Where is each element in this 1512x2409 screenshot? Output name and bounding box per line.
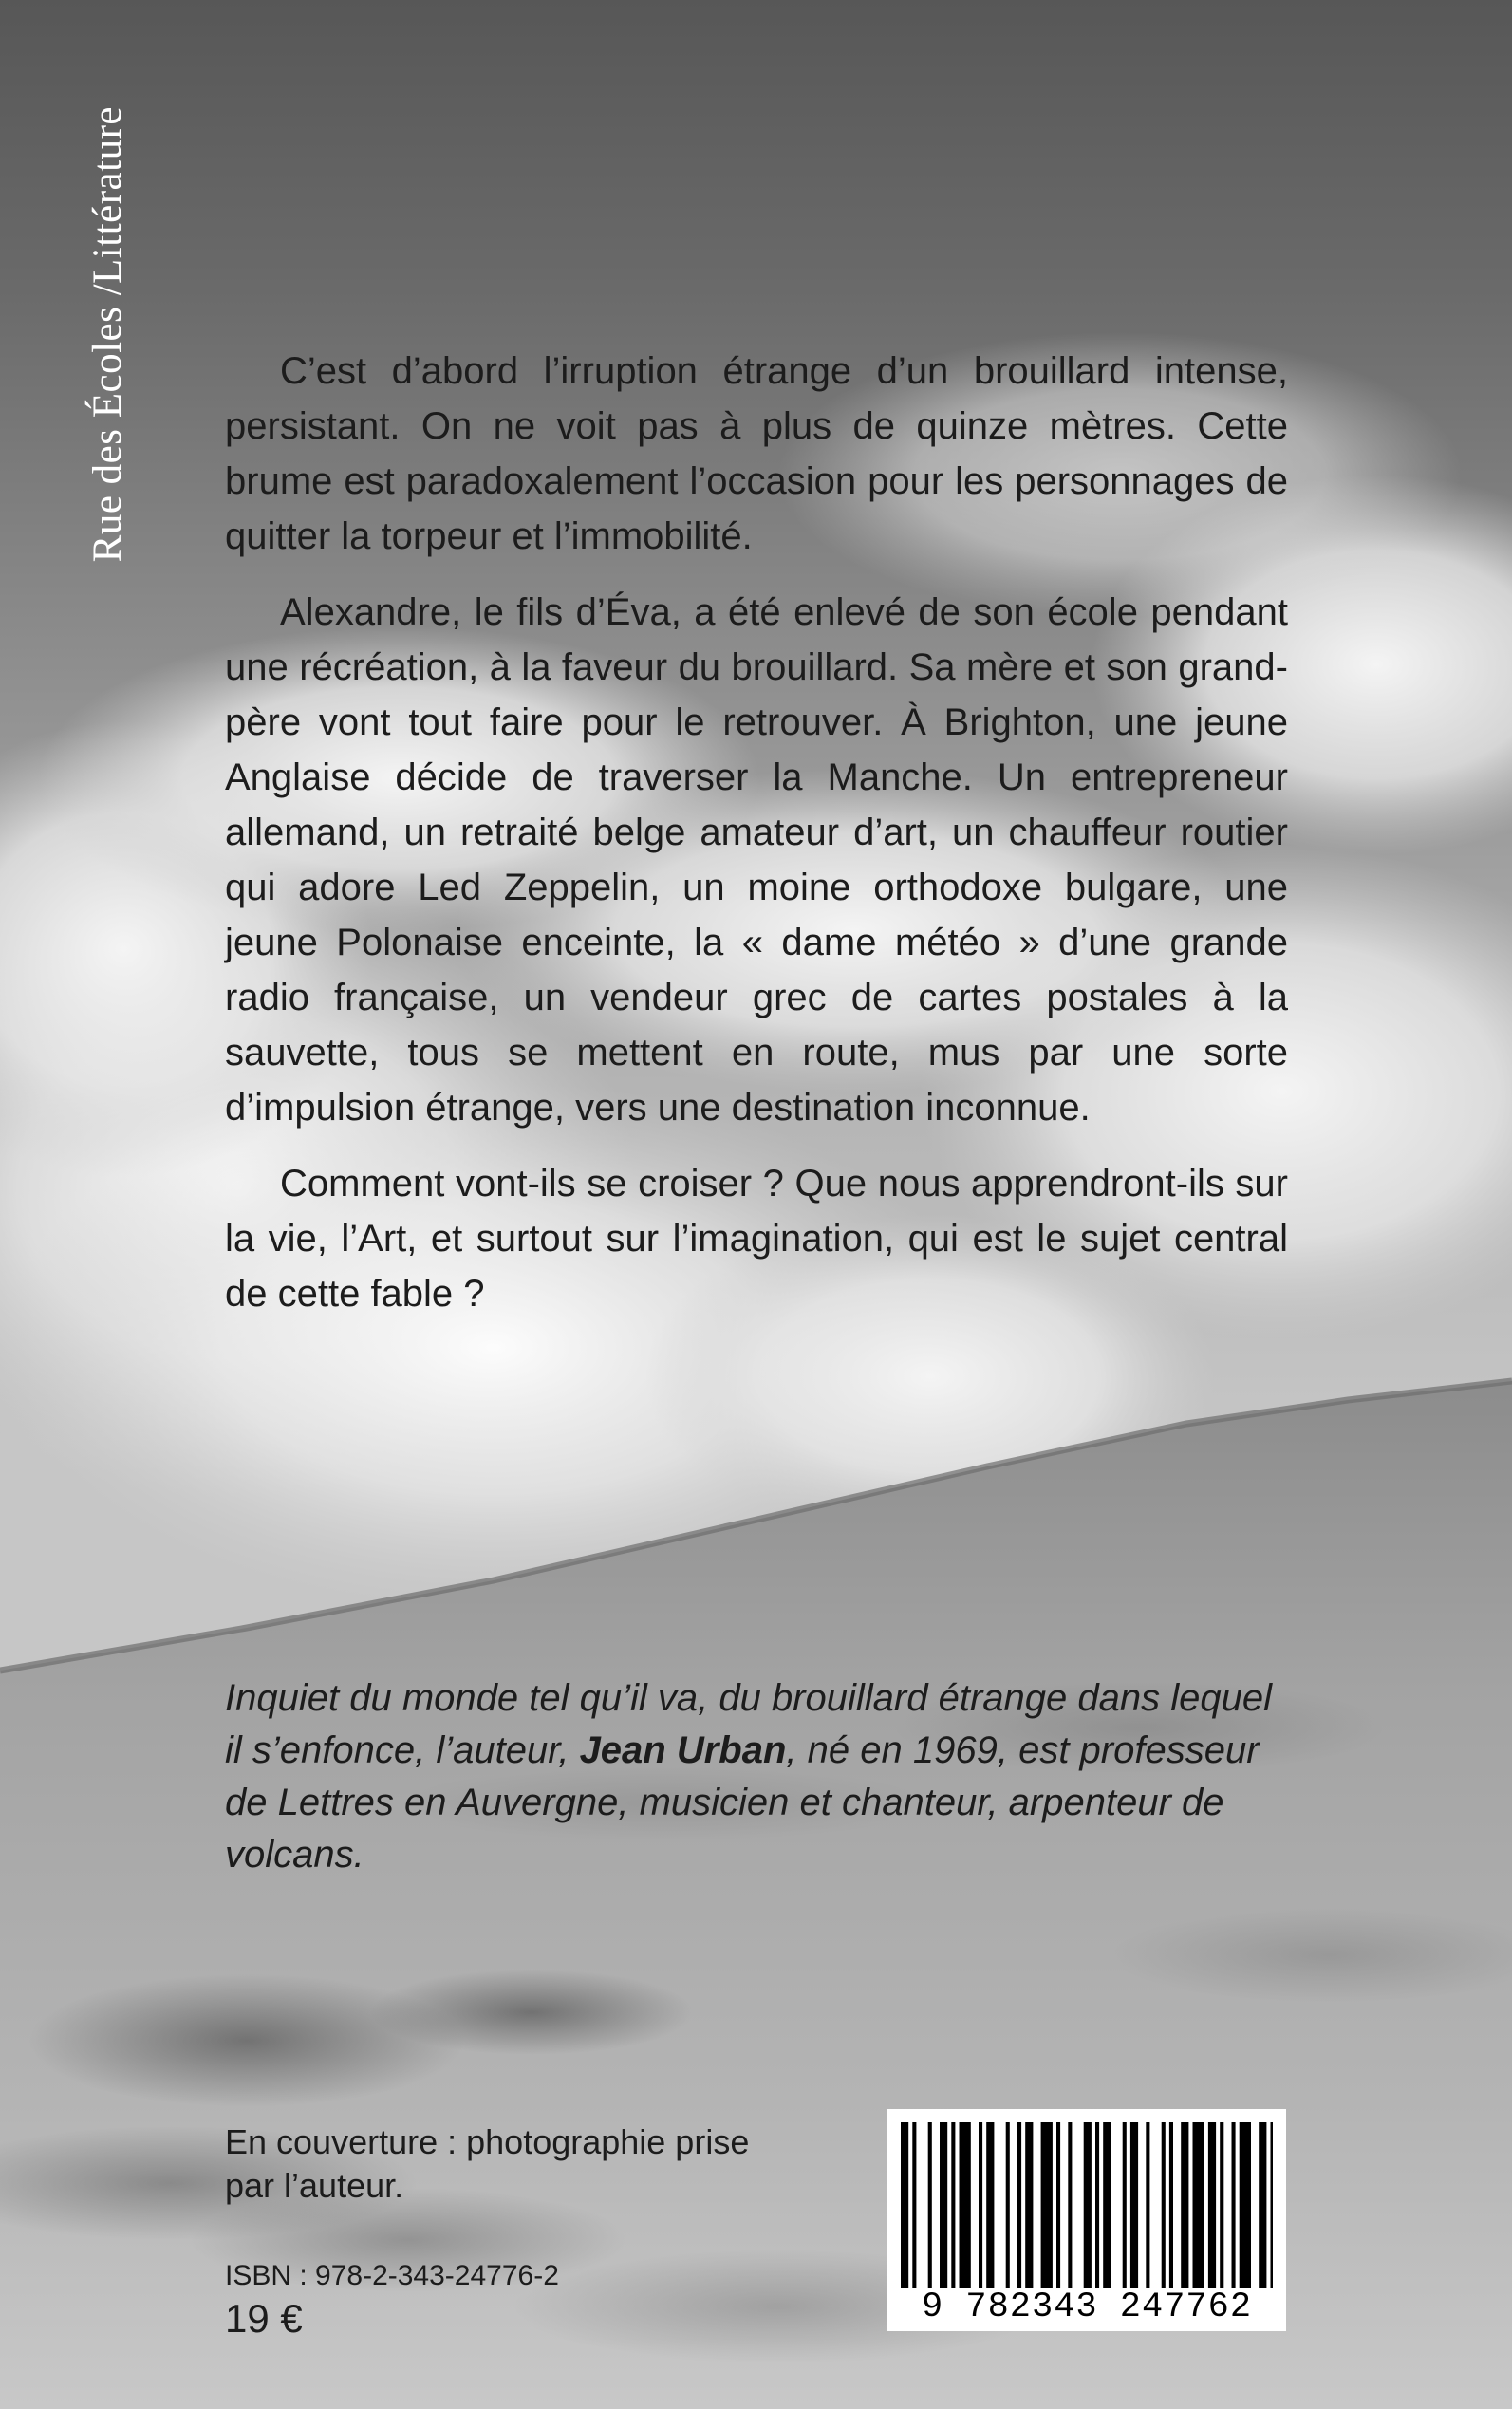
barcode-bar [960,2122,971,2289]
barcode-bar [1056,2122,1060,2289]
author-bio [225,1672,1288,1881]
barcode-bar [1095,2122,1099,2289]
barcode-bar [1103,2122,1111,2289]
author-bio-text-start: Inquiet du monde tel qu’il va, du brouillard étrange dans lequel il s’enfonce, l’auteur, [225,1677,1272,1771]
blurb-paragraph: Comment vont-ils se croiser ? Que nous apprendront-ils sur la vie, l’Art, et surtout sur l’imagination, qui est le sujet central de cette fable ? [225,1163,1288,1315]
barcode-digits: 9 782343 247762 [887,2288,1286,2327]
book-price: 19 € [225,2296,303,2341]
barcode-bar [1193,2122,1204,2289]
barcode-bar [1017,2122,1021,2289]
barcode-bar [912,2122,916,2289]
barcode-bar [928,2122,932,2289]
barcode-bar [1271,2122,1274,2289]
barcode-bar [951,2122,955,2289]
barcode-bar [1130,2122,1138,2289]
cover-photo-credit [225,2120,889,2208]
barcode-bar [1259,2122,1266,2289]
barcode-bar [1084,2122,1092,2289]
barcode-bar [979,2122,982,2289]
blurb-paragraph: C’est d’abord l’irruption étrange d’un brouillard intense, persistant. On ne voit pas à plus de quinze mètres. Cette brume est paradoxalement l’occasion pour les personnages de quitter la torpeur et l’immobilité. [225,350,1288,557]
author-bio-text-end: , né en 1969, est professeur de Lettres en Auvergne, musicien et chanteur, arpenteur de volcans. [225,1729,1260,1876]
credit-line: par l’auteur. [225,2166,404,2205]
barcode-bar [986,2122,994,2289]
barcode-bar [1146,2122,1149,2289]
barcode-bar [1181,2122,1188,2289]
barcode-bar [1123,2122,1127,2289]
barcode-bar [1162,2122,1166,2289]
barcode-bar [1025,2122,1033,2289]
barcode-bar [1208,2122,1216,2289]
barcode-bar [1041,2122,1053,2289]
isbn-barcode [887,2109,1286,2331]
barcode-bar [1169,2122,1173,2289]
barcode-bar [1240,2122,1251,2289]
collection-spine-label: Rue des Écoles /Littérature [85,106,130,563]
barcode-bar [1006,2122,1010,2289]
credit-line: En couverture : photographie prise [225,2122,750,2161]
isbn-number: ISBN : 978-2-343-24776-2 [225,2260,559,2291]
barcode-bar [1220,2122,1223,2289]
author-name: Jean Urban [579,1729,787,1771]
barcode-bar [1068,2122,1072,2289]
back-cover-blurb [225,344,1288,1342]
barcode-bar [940,2122,947,2289]
barcode-bar [901,2122,908,2289]
barcode-bar [1232,2122,1236,2289]
blurb-paragraph: Alexandre, le fils d’Éva, a été enlevé de son école pendant une récréation, à la faveur du brouillard. Sa mère et son grand-père vont tout faire pour le retrouver. À Brighton, une jeune Anglaise décide de traverser la Manche. Un entrepreneur allemand, un retraité belge amateur d’art, un chauffeur routier qui adore Led Zeppelin, un moine orthodoxe bulgare, une jeune Polonaise enceinte, la « dame météo » d’une grande radio française, un vendeur grec de cartes postales à la sauvette, tous se mettent en route, mus par une sorte d’impulsion étrange, vers une destination inconnue. [225,591,1288,1129]
